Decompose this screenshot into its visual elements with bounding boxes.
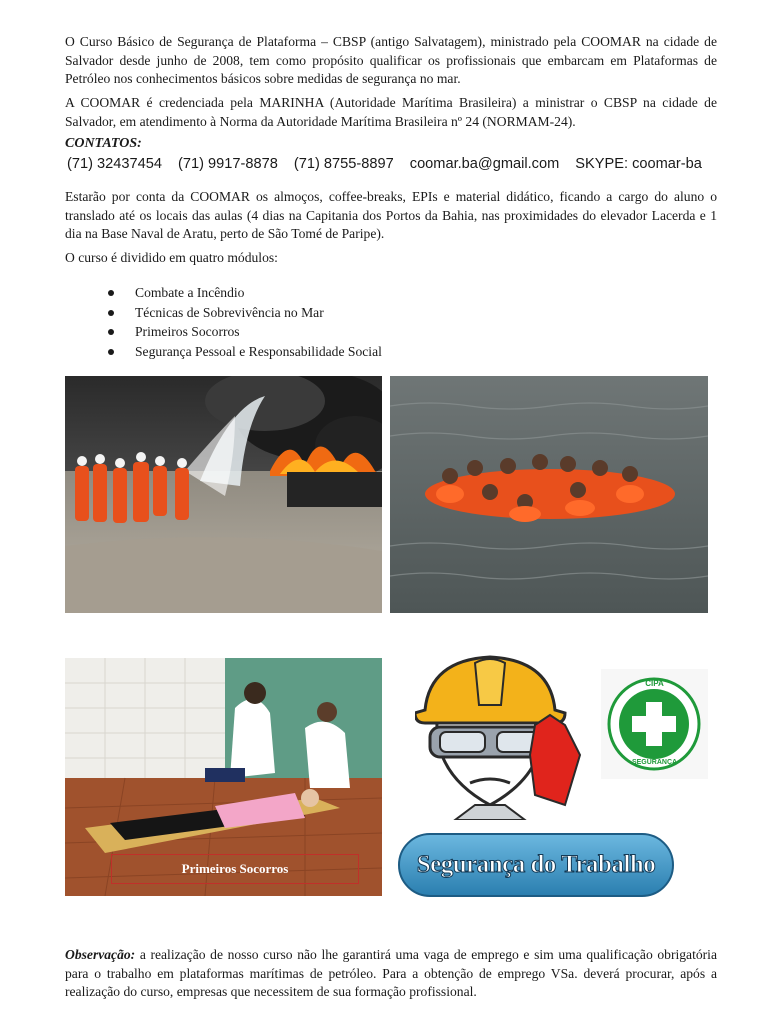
cipa-logo-top-text: CIPA xyxy=(645,679,664,688)
firefighting-photo xyxy=(65,376,382,613)
list-item: Combate a Incêndio xyxy=(105,283,382,303)
cipa-logo xyxy=(601,669,708,779)
modules-list xyxy=(105,283,382,361)
email-link[interactable]: coomar.ba@gmail.com xyxy=(409,156,560,172)
credential-paragraph: A COOMAR é credenciada pela MARINHA (Autoridade Marítima Brasileira) a ministrar o CBSP na cidade de Salvador, em atendimento à Norma da Autoridade Marítima Brasileira nº 24 (NORMAM-24). xyxy=(65,95,717,129)
costs-paragraph: Estarão por conta da COOMAR os almoços, coffee-breaks, EPIs e material didático, ficando a cargo do aluno o translado até os locais das aulas (4 dias na Capitania dos Portos da Bahia, nas proximidades do elevador Lacerda e 1 dia na Base Naval de Aratu, perto de São Tomé de Paripe). xyxy=(65,189,717,241)
banner-text: Segurança do Trabalho xyxy=(416,851,656,878)
list-item: Primeiros Socorros xyxy=(105,322,382,342)
observacao-text: a realização de nosso curso não lhe garantirá uma vaga de emprego e sim uma qualificação obrigatória para o trabalho em plataformas marítimas de petróleo. Para a obtenção de emprego VSa. deverá procurar, após a realização do curso, empresas que necessitem de sua formação profissional. xyxy=(65,947,717,999)
safety-worker-illustration xyxy=(415,655,585,820)
phone-2: (71) 9917-8878 xyxy=(178,156,278,172)
contatos-title: CONTATOS: xyxy=(65,136,142,151)
cipa-logo-bottom-text: SEGURANÇA xyxy=(631,759,678,766)
modules-intro: O curso é dividido em quatro módulos: xyxy=(65,250,278,265)
phone-3: (71) 8755-8897 xyxy=(293,156,394,172)
observacao-paragraph xyxy=(65,946,717,1002)
first-aid-photo xyxy=(65,658,382,896)
first-aid-caption: Primeiros Socorros xyxy=(111,854,359,884)
skype-contact: SKYPE: coomar-ba xyxy=(575,156,702,172)
phone-1: (71) 32437454 xyxy=(67,156,162,172)
sea-survival-photo xyxy=(390,376,708,613)
list-item: Segurança Pessoal e Responsabilidade Social xyxy=(105,342,382,362)
list-item: Técnicas de Sobrevivência no Mar xyxy=(105,303,382,323)
seguranca-trabalho-banner xyxy=(398,833,674,897)
contatos-line xyxy=(67,156,727,172)
intro-paragraph: O Curso Básico de Segurança de Plataforma – CBSP (antigo Salvatagem), ministrado pela COOMAR na cidade de Salvador desde junho de 2008, tem como propósito qualificar os profissionais que embarcam em Plataformas de Petróleo nos conhecimentos básicos sobre medidas de segurança no mar. xyxy=(65,34,717,86)
observacao-label: Observação: xyxy=(65,947,136,962)
